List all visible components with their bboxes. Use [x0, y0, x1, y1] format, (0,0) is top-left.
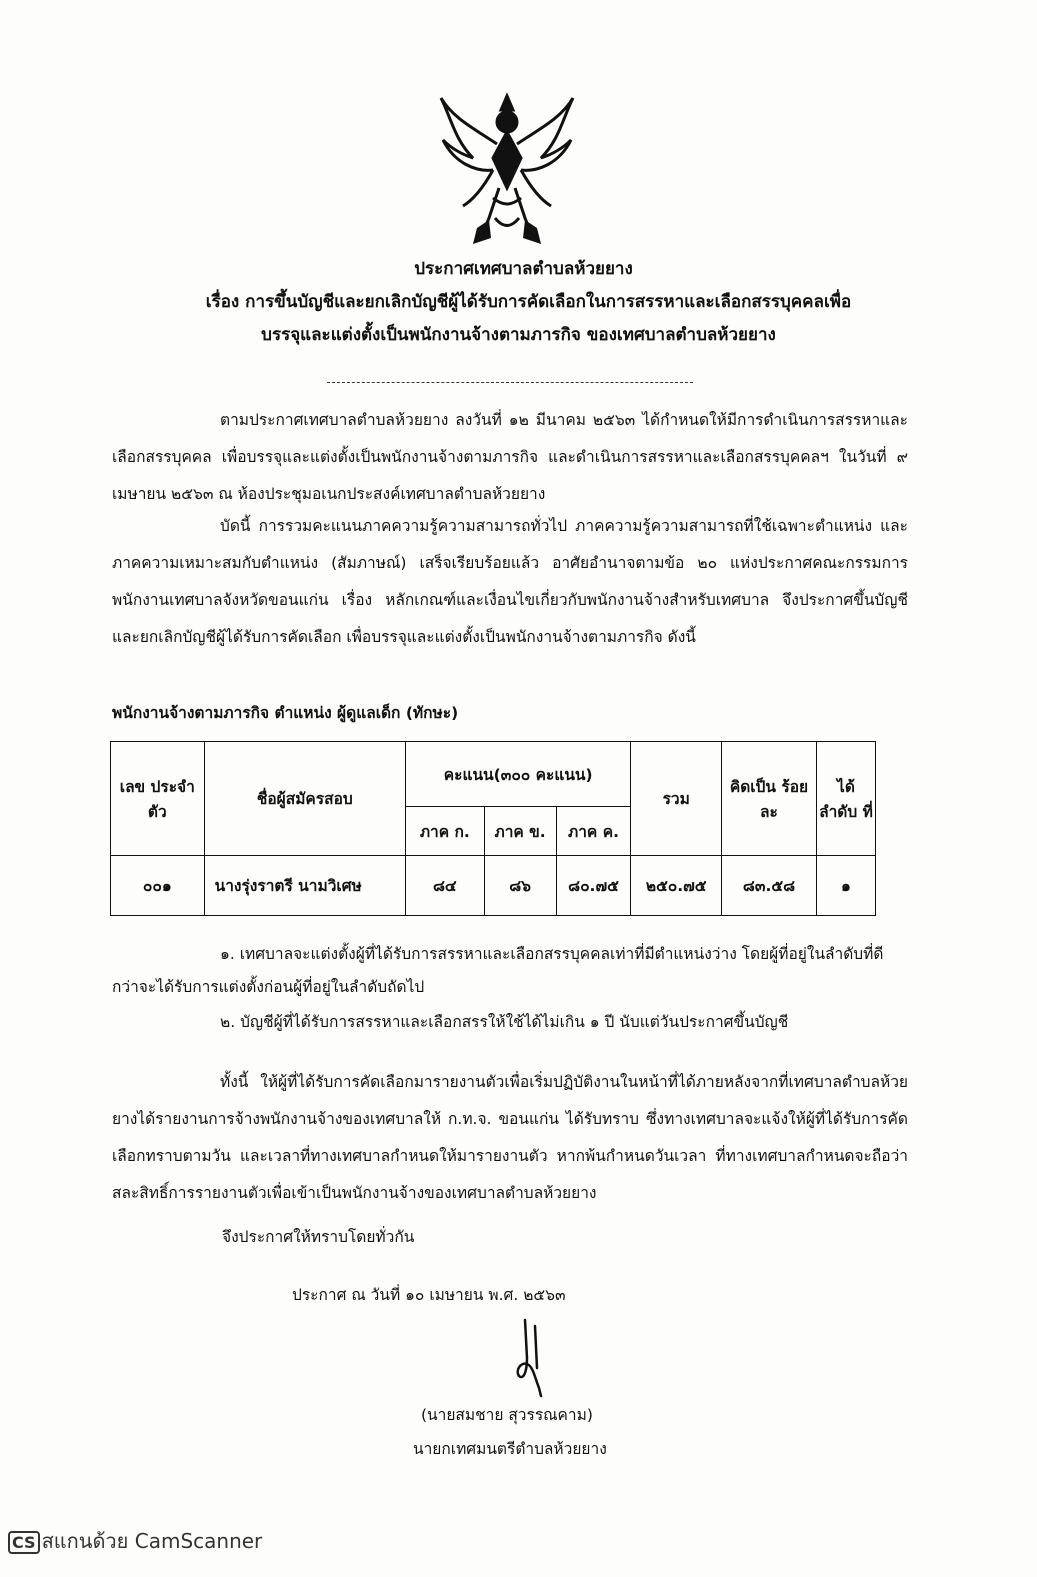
cell-part-b: ๘๖ [484, 856, 556, 916]
announcement-header [0, 253, 1037, 352]
cell-percent: ๘๓.๕๘ [722, 856, 817, 916]
announcement-title: ประกาศเทศบาลตำบลห้วยยาง [414, 259, 633, 279]
signer-name: (นายสมชาย สุวรรณคาม) [421, 1406, 593, 1424]
table-row [111, 856, 876, 916]
paragraph-1-text: ตามประกาศเทศบาลตำบลห้วยยาง ลงวันที่ ๑๒ มีนาคม ๒๕๖๓ ได้กำหนดให้มีการดำเนินการสรรหาและเลือกสรรบุคคล เพื่อบรรจุและแต่งตั้งเป็นพนักงานจ้างตามภารกิจ และดำเนินการสรรหาและเลือกสรรบุคคลฯ ในวันที่ ๙ เมษายน ๒๕๖๓ ณ ห้องประชุมอเนกประสงค์เทศบาลตำบลห้วยยาง [112, 411, 908, 503]
camscanner-text: สแกนด้วย CamScanner [41, 1529, 263, 1553]
handwritten-signature [505, 1318, 560, 1398]
cell-name: นางรุ่งราตรี นามวิเศษ [204, 856, 405, 916]
announce-date: ประกาศ ณ วันที่ ๑๐ เมษายน พ.ศ. ๒๕๖๓ [292, 1286, 566, 1304]
cell-total: ๒๕๐.๗๕ [631, 856, 722, 916]
paragraph-2-text: บัดนี้ การรวมคะแนนภาคความรู้ความสามารถทั่วไป ภาคความรู้ความสามารถที่ใช้เฉพาะตำแหน่ง และภาคความเหมาะสมกับตำแหน่ง (สัมภาษณ์) เสร็จเรียบร้อยแล้ว อาศัยอำนาจตามข้อ ๒๐ แห่งประกาศคณะกรรมการพนักงานเทศบาลจังหวัดขอนแก่น เรื่อง หลักเกณฑ์และเงื่อนไขเกี่ยวกับพนักงานจ้างสำหรับเทศบาล จึงประกาศขึ้นบัญชีและยกเลิกบัญชีผู้ได้รับการคัดเลือก เพื่อบรรจุและแต่งตั้งเป็นพนักงานจ้างตามภารกิจ ดังนี้ [112, 517, 908, 646]
paragraph-1 [112, 402, 908, 513]
garuda-emblem-icon [433, 88, 581, 248]
score-table [110, 741, 876, 916]
header-percent: คิดเป็น ร้อยละ [722, 742, 817, 856]
announce-line: จึงประกาศให้ทราบโดยทั่วกัน [222, 1228, 415, 1246]
header-part-a: ภาค ก. [405, 807, 484, 856]
note-2 [112, 1006, 908, 1039]
paragraph-3 [112, 1064, 908, 1212]
note-1-text: ๑. เทศบาลจะแต่งตั้งผู้ที่ได้รับการสรรหาและเลือกสรรบุคคลเท่าที่มีตำแหน่งว่าง โดยผู้ที่อยู่ในลำดับที่ดีกว่าจะได้รับการแต่งตั้งก่อนผู้ที่อยู่ในลำดับถัดไป [112, 945, 884, 996]
cell-part-a: ๘๔ [405, 856, 484, 916]
signer-title: นายกเทศมนตรีตำบลห้วยยาง [413, 1440, 607, 1458]
header-divider [327, 382, 693, 383]
paragraph-2 [112, 508, 908, 656]
header-part-b: ภาค ข. [484, 807, 556, 856]
paragraph-3-text: ทั้งนี้ ให้ผู้ที่ได้รับการคัดเลือกมารายงานตัวเพื่อเริ่มปฏิบัติงานในหน้าที่ได้ภายหลังจากที่เทศบาลตำบลห้วยยางได้รายงานการจ้างพนักงานจ้างของเทศบาลให้ ก.ท.จ. ขอนแก่น ได้รับทราบ ซึ่งทางเทศบาลจะแจ้งให้ผู้ที่ได้รับการคัดเลือกทราบตามวัน และเวลาที่ทางเทศบาลกำหนดให้มารายงานตัว หากพ้นกำหนดวันเวลา ที่ทางเทศบาลกำหนดจะถือว่าสละสิทธิ์การรายงานตัวเพื่อเข้าเป็นพนักงานจ้างของเทศบาลตำบลห้วยยาง [112, 1073, 908, 1202]
note-2-text: ๒. บัญชีผู้ที่ได้รับการสรรหาและเลือกสรรให้ใช้ได้ไม่เกิน ๑ ปี นับแต่วันประกาศขึ้นบัญชี [220, 1013, 789, 1031]
header-part-c: ภาค ค. [556, 807, 631, 856]
header-score-group: คะแนน(๓๐๐ คะแนน) [405, 742, 630, 807]
camscanner-watermark [8, 1525, 262, 1557]
cell-part-c: ๘๐.๗๕ [556, 856, 631, 916]
position-heading: พนักงานจ้างตามภารกิจ ตำแหน่ง ผู้ดูแลเด็ก (ทักษะ) [112, 704, 459, 722]
subject-line-1: เรื่อง การขึ้นบัญชีและยกเลิกบัญชีผู้ได้รับการคัดเลือกในการสรรหาและเลือกสรรบุคคลเพื่อ [205, 292, 852, 312]
header-total: รวม [631, 742, 722, 856]
cell-rank: ๑ [816, 856, 875, 916]
note-1 [112, 938, 908, 1004]
camscanner-logo-icon: CS [8, 1531, 40, 1554]
header-id: เลข ประจำตัว [111, 742, 205, 856]
header-rank: ได้ ลำดับ ที่ [816, 742, 875, 856]
subject-line-2: บรรจุและแต่งตั้งเป็นพนักงานจ้างตามภารกิจ ของเทศบาลตำบลห้วยยาง [261, 325, 776, 345]
header-name: ชื่อผู้สมัครสอบ [204, 742, 405, 856]
cell-id: ๐๐๑ [111, 856, 205, 916]
